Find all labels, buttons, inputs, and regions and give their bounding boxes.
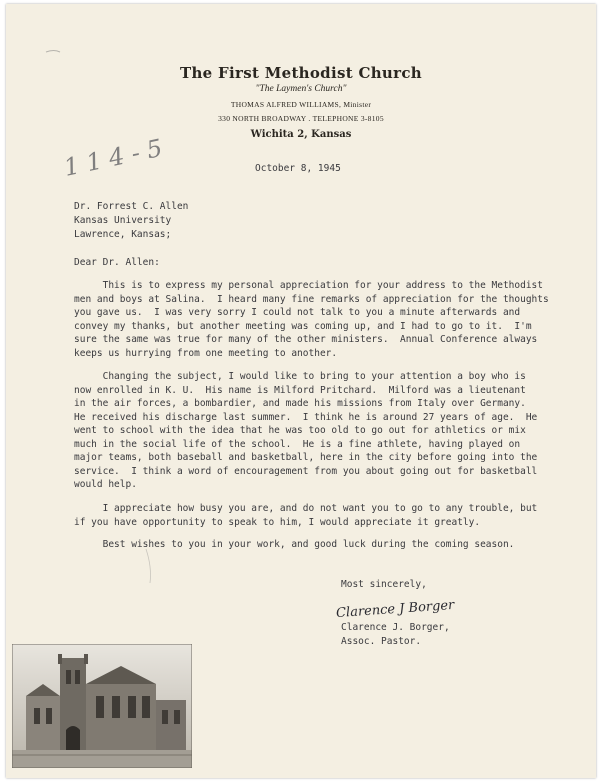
city-line: Wichita 2, Kansas: [250, 129, 352, 140]
body-line: keeps us hurrying from one meeting to another.: [74, 348, 338, 359]
signature: Clarence J Borger: [335, 597, 455, 622]
minister-line: THOMAS ALFRED WILLIAMS, Minister: [230, 100, 372, 109]
body-line: This is to express my personal appreciation for your address to the Methodist: [74, 280, 543, 291]
handwritten-annotation-text: 1 1 4 - 5: [61, 133, 165, 182]
body-line: convey my thanks, but another meeting was coming up, and I had to go to it. I'm: [74, 321, 532, 332]
closing: Most sincerely,: [341, 579, 427, 590]
paragraph-4: Best wishes to you in your work, and good luck during the coming season.: [74, 539, 515, 550]
body-line: in the air forces, a bombardier, and made his missions from Italy over Germany.: [74, 398, 526, 409]
church-motto: "The Laymen's Church": [255, 84, 347, 94]
body-line: went to school with the idea that he was too old to go out for athletics or mix: [74, 425, 526, 436]
body-line: He received his discharge last summer. I think he is around 27 years of age. He: [74, 412, 538, 423]
body-line: sure the same was true for many of the other ministers. Annual Conference always: [74, 334, 538, 345]
body-line: now enrolled in K. U. His name is Milford Pritchard. Milford was a lieutenant: [74, 385, 526, 396]
church-name: The First Methodist Church: [180, 64, 422, 82]
body-line: men and boys at Salina. I heard many fine remarks of appreciation for the thoughts: [74, 294, 549, 305]
letter-date: October 8, 1945: [255, 163, 341, 174]
body-line: I appreciate how busy you are, and do not want you to go to any trouble, but: [74, 503, 538, 514]
church-building-illustration: [12, 644, 192, 768]
letter-page: [6, 4, 596, 778]
recipient-line: Lawrence, Kansas;: [74, 229, 172, 240]
body-line: major teams, both baseball and basketball, here in the city before going into the: [74, 452, 538, 463]
body-line: Changing the subject, I would like to bring to your attention a boy who is: [74, 371, 526, 382]
body-line: much in the social life of the school. He is a fine athlete, having played on: [74, 439, 521, 450]
signer-name: Clarence J. Borger,: [341, 622, 450, 633]
signer-title: Assoc. Pastor.: [341, 636, 422, 647]
salutation: Dear Dr. Allen:: [74, 257, 160, 268]
recipient-line: Dr. Forrest C. Allen: [74, 201, 189, 212]
recipient-line: Kansas University: [74, 215, 172, 226]
body-line: would help.: [74, 479, 137, 490]
body-line: if you have opportunity to speak to him, I would appreciate it greatly.: [74, 517, 481, 528]
body-line: you gave us. I was very sorry I could not talk to you a minute afterwards and: [74, 307, 521, 318]
address-line: 330 NORTH BROADWAY . TELEPHONE 3-8105: [218, 114, 384, 123]
body-line: service. I think a word of encouragement from you about going out for basketball: [74, 466, 538, 477]
